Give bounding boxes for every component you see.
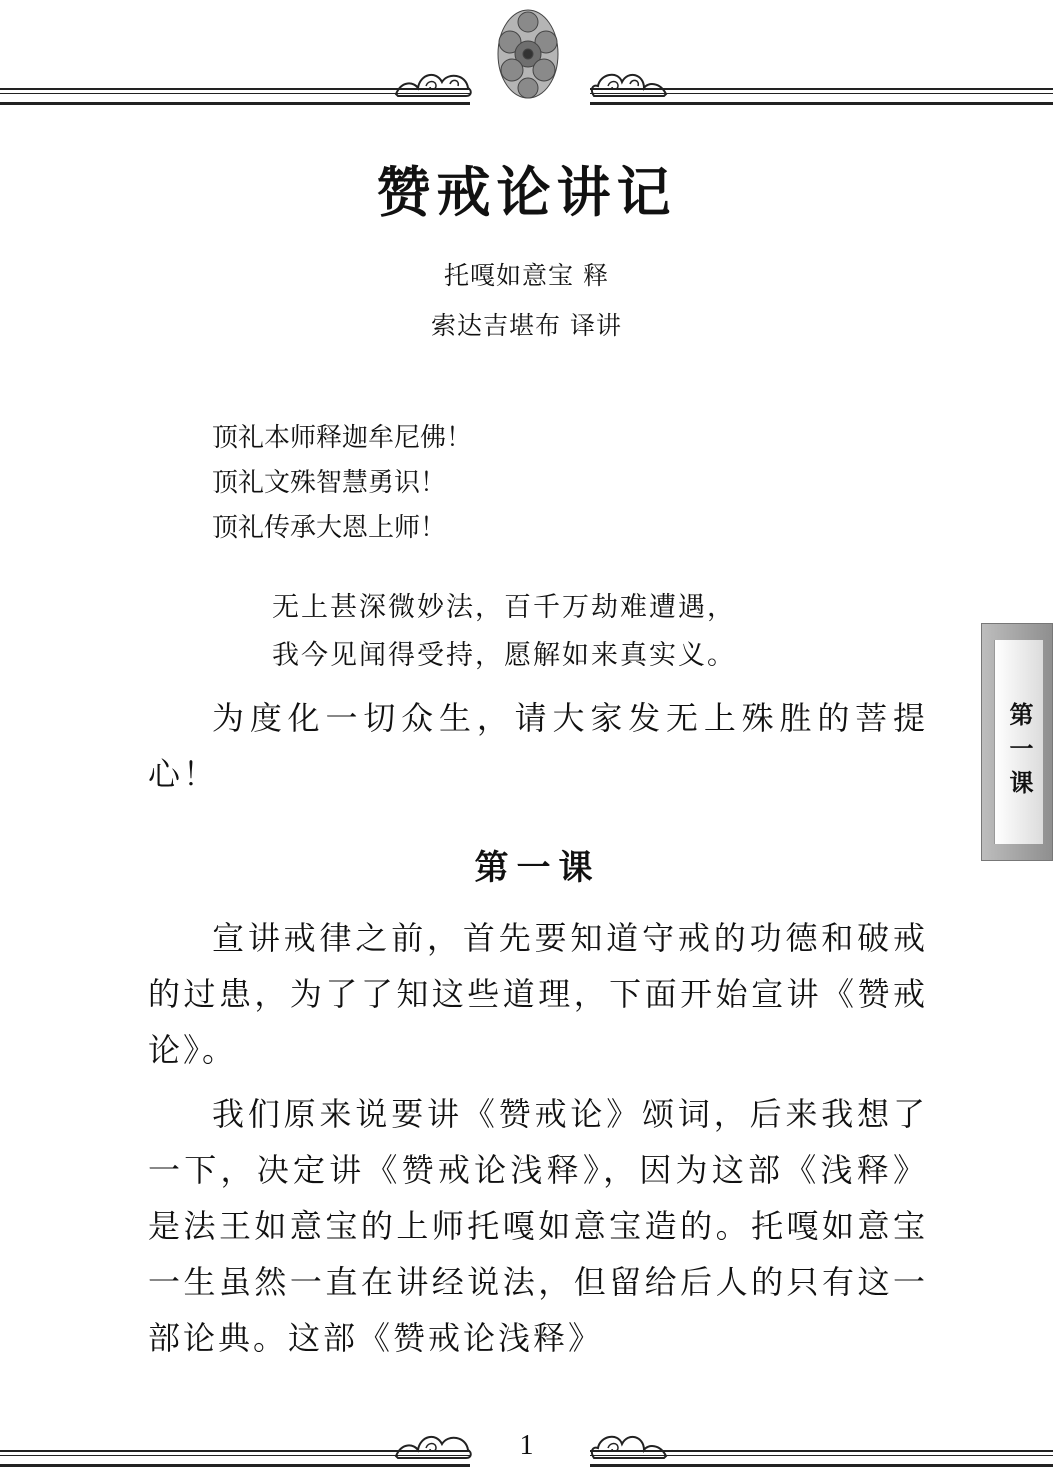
verse-line: 我今见闻得受持，愿解如来真实义。 bbox=[272, 640, 736, 671]
flower-ornament-icon bbox=[490, 2, 566, 106]
page-number: 1 bbox=[519, 1430, 534, 1461]
cloud-ornament-icon bbox=[392, 60, 474, 100]
cloud-ornament-icon bbox=[588, 60, 670, 100]
verse-line: 无上甚深微妙法，百千万劫难遭遇， bbox=[272, 592, 736, 623]
chapter-side-tab bbox=[981, 623, 1053, 861]
chapter-side-tab-label: 第一课 bbox=[1005, 702, 1034, 804]
byline-translator: 索达吉堪布 译讲 bbox=[431, 311, 622, 340]
homage-line: 顶礼传承大恩上师！ bbox=[212, 513, 447, 543]
page-title: 赞戒论讲记 bbox=[376, 160, 677, 224]
lesson-heading: 第一课 bbox=[474, 848, 601, 888]
byline-author: 托嘎如意宝 释 bbox=[444, 261, 609, 290]
body-paragraph: 宣讲戒律之前，首先要知道守戒的功德和破戒的过患，为了了知这些道理，下面开始宣讲《赞戒论》。 bbox=[148, 919, 928, 1069]
body-paragraph: 我们原来说要讲《赞戒论》颂词，后来我想了一下，决定讲《赞戒论浅释》，因为这部《浅释》是法王如意宝的上师托嘎如意宝造的。托嘎如意宝一生虽然一直在讲经说法，但留给后人的只有这一部论典。这部《赞戒论浅释》 bbox=[148, 1095, 928, 1357]
intro-paragraph: 为度化一切众生，请大家发无上殊胜的菩提心！ bbox=[148, 699, 928, 793]
homage-line: 顶礼本师释迦牟尼佛！ bbox=[212, 423, 473, 453]
homage-line: 顶礼文殊智慧勇识！ bbox=[212, 468, 447, 498]
